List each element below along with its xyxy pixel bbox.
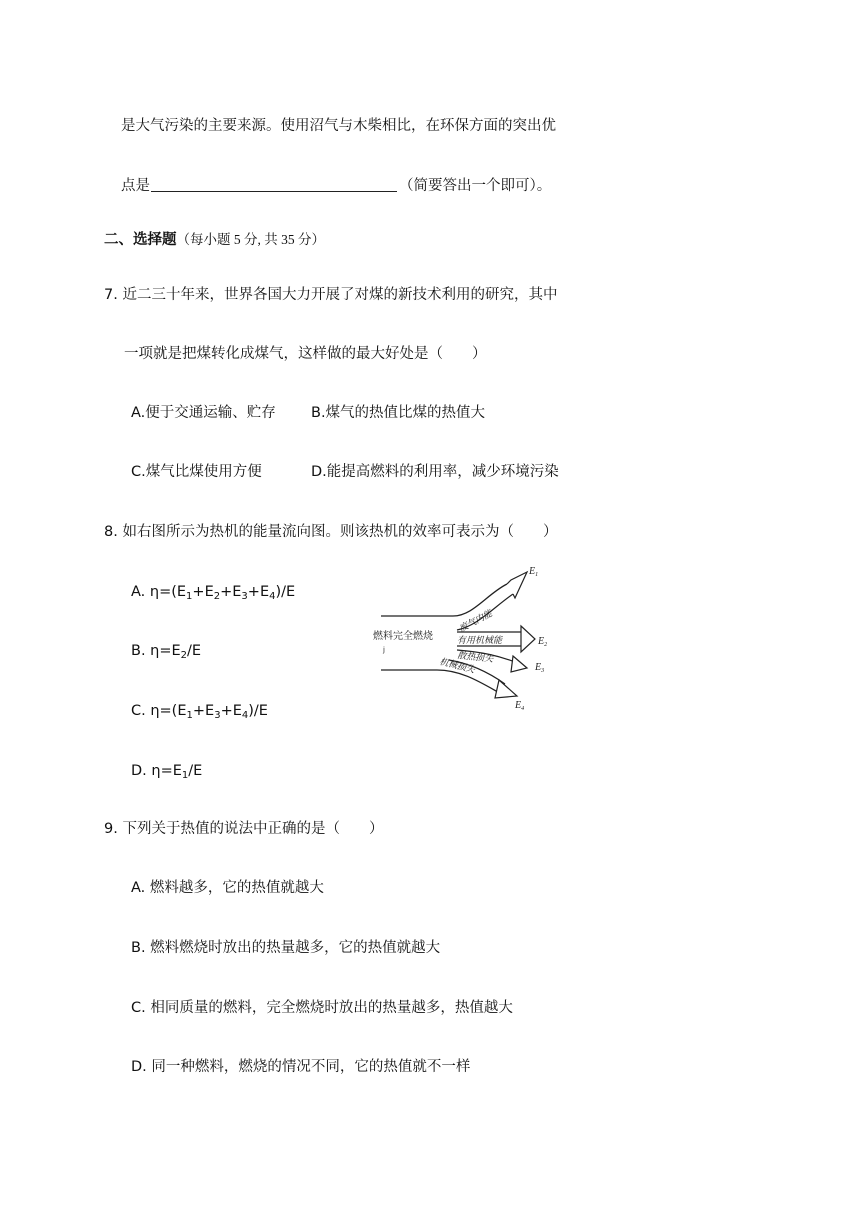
flow3-label: 散热损失 [456, 651, 494, 665]
section-header [104, 230, 325, 250]
q8-option-d[interactable]: D. $\eta=E_1/E$ [131, 763, 203, 781]
q7-stem-line1: 7. 近二三十年来，世界各国大力开展了对煤的新技术利用的研究，其中 [104, 287, 558, 303]
q7-option-a[interactable]: A.便于交通运输、贮存 [131, 405, 276, 421]
source-mark: j [383, 646, 385, 654]
q8-option-b[interactable]: B. $\eta=E_2/E$ [131, 643, 202, 661]
q8-option-c[interactable]: C. $\eta=(E_1+E_3+E_4)/E$ [131, 703, 268, 721]
q9-option-c[interactable]: C. 相同质量的燃料，完全燃烧时放出的热量越多，热值越大 [131, 1000, 513, 1016]
q9-option-d[interactable]: D. 同一种燃料，燃烧的情况不同，它的热值就不一样 [131, 1059, 471, 1075]
q8-stem: 8. 如右图所示为热机的能量流向图。则该热机的效率可表示为（ ） [104, 524, 558, 540]
q9-stem: 9. 下列关于热值的说法中正确的是（ ） [104, 821, 384, 837]
q8-option-a[interactable]: A. $\eta=(E_1+E_2+E_3+E_4)/E$ [131, 584, 296, 602]
branch4-arrowhead [495, 680, 517, 698]
e2-label: $E_2$ [538, 636, 548, 648]
energy-flow-diagram [365, 560, 565, 720]
q7-stem-line2: 一项就是把煤转化成煤气，这样做的最大好处是（ ） [124, 346, 487, 362]
e4-label: $E_4$ [515, 700, 525, 712]
q7-option-b[interactable]: B.煤气的热值比煤的热值大 [311, 405, 486, 421]
q7-option-d[interactable]: D.能提高燃料的利用率，减少环境污染 [311, 464, 559, 480]
q6-line2-suffix: （简要答出一个即可）。 [399, 178, 552, 194]
q7-option-c[interactable]: C.煤气比煤使用方便 [131, 464, 262, 480]
section-title: 二、选择题 [104, 232, 177, 248]
source-label: 燃料完全燃烧 [373, 631, 433, 642]
q9-option-b[interactable]: B. 燃料燃烧时放出的热量越多，它的热值就越大 [131, 940, 441, 956]
q6-line1: 是大气污染的主要来源。使用沼气与木柴相比，在环保方面的突出优 [121, 118, 556, 134]
q8-option-a-prefix: A. η=(E [131, 584, 187, 600]
e3-label: $E_3$ [535, 662, 545, 674]
flow2-label: 有用机械能 [457, 636, 503, 646]
section-note: （每小题 5 分, 共 35 分） [176, 232, 325, 247]
branch2-arrowhead [521, 626, 535, 652]
q8-option-b-prefix: B. η=E [131, 643, 181, 659]
e1-label: $E_1$ [529, 566, 539, 578]
q6-line2-prefix: 点是 [121, 178, 150, 194]
branch3-arrowhead [511, 656, 527, 672]
answer-blank[interactable] [151, 177, 397, 192]
branch1-arrowhead [507, 572, 527, 598]
q8-option-c-prefix: C. η=(E [131, 703, 187, 719]
flow1-label: 废气内能 [457, 608, 495, 635]
flow4-label: 机械损失 [438, 657, 476, 676]
q9-option-a[interactable]: A. 燃料越多，它的热值就越大 [131, 880, 324, 896]
flow-outline-bottom [381, 670, 505, 696]
q6-line2 [121, 176, 551, 196]
q8-option-d-prefix: D. η=E [131, 763, 182, 779]
